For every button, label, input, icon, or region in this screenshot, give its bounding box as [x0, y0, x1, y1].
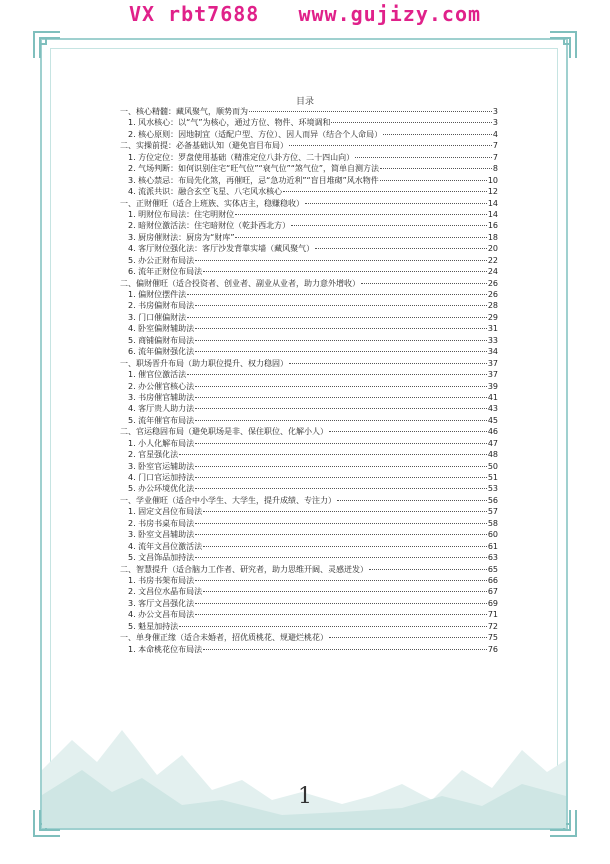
toc-dot-leader	[195, 580, 487, 581]
toc-entry-page: 33	[487, 335, 498, 345]
toc-entry[interactable]	[120, 312, 498, 323]
toc-entry-text: 5. 商铺偏财布局法	[128, 335, 195, 345]
toc-dot-leader	[195, 534, 487, 535]
toc-entry[interactable]	[120, 198, 498, 209]
toc-entry[interactable]	[120, 232, 498, 243]
toc-entry[interactable]	[120, 575, 498, 586]
toc-entry-text: 2. 书房书桌布局法	[128, 518, 195, 528]
toc-entry-page: 3	[492, 107, 498, 116]
toc-entry-page: 37	[487, 358, 498, 368]
toc-dot-leader	[187, 317, 487, 318]
toc-entry-text: 一、单身催正缘（适合未婚者，招优质桃花、规避烂桃花）	[120, 633, 328, 643]
toc-entry[interactable]	[120, 289, 498, 300]
toc-entry-page: 41	[487, 392, 498, 402]
toc-dot-leader	[380, 168, 492, 169]
toc-entry-page: 16	[487, 221, 498, 231]
toc-entry[interactable]	[120, 266, 498, 277]
toc-entry[interactable]	[120, 438, 498, 449]
toc-dot-leader	[203, 271, 487, 272]
toc-entry-page: 34	[487, 347, 498, 357]
toc-entry-text: 3. 厨房催财法：厨房为“财库”	[128, 232, 235, 242]
toc-entry-page: 29	[487, 312, 498, 322]
toc-entry-text: 5. 办公环境优化法	[128, 484, 195, 494]
toc-entry[interactable]	[120, 358, 498, 369]
toc-dot-leader	[195, 328, 487, 329]
toc-dot-leader	[203, 546, 487, 547]
toc-entry-text: 一、核心精髓：藏风聚气，顺势而为	[120, 107, 248, 116]
toc-entry-page: 50	[487, 461, 498, 471]
toc-entry-page: 26	[487, 290, 498, 299]
toc-entry-text: 二、实操前提：必备基础认知（避免盲目布局）	[120, 141, 288, 151]
toc-entry-page: 4	[492, 129, 498, 139]
toc-entry[interactable]	[120, 243, 498, 254]
toc-entry-text: 一、正财催旺（适合上班族、实体店主，稳赚稳收）	[120, 198, 304, 208]
toc-entry[interactable]	[120, 495, 498, 506]
toc-dot-leader	[195, 443, 487, 444]
toc-entry-text: 5. 魁星加持法	[128, 621, 179, 631]
toc-entry-text: 1. 偏财位摆件法	[128, 290, 187, 299]
toc-entry[interactable]	[120, 564, 498, 575]
toc-entry[interactable]	[120, 426, 498, 437]
toc-entry[interactable]	[120, 220, 498, 231]
toc-dot-leader	[195, 523, 487, 524]
toc-entry-page: 57	[487, 507, 498, 517]
toc-dot-leader	[361, 283, 487, 284]
toc-entry[interactable]	[120, 163, 498, 174]
toc-entry[interactable]	[120, 346, 498, 357]
toc-dot-leader	[179, 454, 487, 455]
toc-entry-text: 3. 书房催官辅助法	[128, 392, 195, 402]
toc-entry-text: 1. 小人化解布局法	[128, 438, 195, 448]
toc-entry-text: 4. 卧室偏财辅助法	[128, 324, 195, 334]
toc-entry-text: 2. 核心原则：因地制宜（适配户型、方位）、因人而异（结合个人命局）	[128, 129, 383, 139]
toc-entry-page: 71	[487, 610, 498, 620]
toc-entry-text: 5. 办公正财布局法	[128, 255, 195, 265]
toc-entry-page: 61	[487, 541, 498, 551]
toc-entry-text: 1. 本命桃花位布局法	[128, 644, 203, 654]
page-number: 1	[298, 784, 312, 809]
toc-entry-page: 37	[487, 370, 498, 380]
toc-entry[interactable]	[120, 483, 498, 494]
toc-dot-leader	[380, 180, 487, 181]
toc-dot-leader	[195, 557, 487, 558]
toc-entry[interactable]	[120, 609, 498, 620]
toc-entry-text: 2. 办公催官核心法	[128, 381, 195, 391]
toc-entry-page: 7	[492, 152, 498, 162]
toc-entry[interactable]	[120, 403, 498, 414]
toc-entry[interactable]	[120, 369, 498, 380]
toc-entry[interactable]	[120, 644, 498, 655]
toc-entry-page: 12	[487, 187, 498, 197]
toc-entry-text: 1. 风水核心：以“气”为核心，通过方位、物件、环境调和	[128, 118, 331, 128]
toc-entry-text: 1. 书房书架布局法	[128, 575, 195, 585]
toc-dot-leader	[289, 145, 492, 146]
toc-entry-text: 2. 暗财位激活法：住宅暗财位（乾卦西北方）	[128, 221, 291, 231]
toc-entry-page: 72	[487, 621, 498, 631]
toc-entry-text: 二、智慧提升（适合脑力工作者、研究者，助力思维开阔、灵感迸发）	[120, 564, 368, 574]
toc-entry-text: 1. 催官位激活法	[128, 370, 187, 380]
toc-entry[interactable]	[120, 472, 498, 483]
toc-dot-leader	[383, 134, 492, 135]
toc-entry-page: 7	[492, 141, 498, 151]
toc-entry-text: 4. 办公文昌布局法	[128, 610, 195, 620]
toc-dot-leader	[369, 569, 487, 570]
toc-dot-leader	[187, 294, 487, 295]
toc-entry-text: 2. 书房偏财布局法	[128, 301, 195, 311]
toc-dot-leader	[329, 637, 487, 638]
toc-entry[interactable]	[120, 255, 498, 266]
toc-dot-leader	[195, 386, 487, 387]
toc-entry[interactable]	[120, 300, 498, 311]
toc-entry[interactable]	[120, 278, 498, 289]
toc-entry-page: 10	[487, 175, 498, 185]
toc-entry-page: 60	[487, 530, 498, 540]
toc-dot-leader	[203, 649, 487, 650]
toc-dot-leader	[305, 203, 487, 204]
toc-dot-leader	[195, 614, 487, 615]
toc-entry-text: 3. 卧室文昌辅助法	[128, 530, 195, 540]
toc-entry-page: 63	[487, 553, 498, 563]
toc-entry[interactable]	[120, 506, 498, 517]
toc-entry-page: 75	[487, 633, 498, 643]
toc-dot-leader	[235, 214, 487, 215]
toc-dot-leader	[203, 591, 487, 592]
toc-entry-text: 6. 流年正财位布局法	[128, 267, 203, 277]
toc-entry[interactable]	[120, 529, 498, 540]
toc-entry[interactable]	[120, 632, 498, 643]
toc-dot-leader	[203, 511, 487, 512]
toc-entry[interactable]	[120, 541, 498, 552]
toc-entry-page: 24	[487, 267, 498, 277]
watermark-text: VX rbt7688 www.gujizy.com	[128, 2, 482, 26]
toc-entry-page: 43	[487, 404, 498, 414]
toc-entry-page: 53	[487, 484, 498, 494]
toc-entry[interactable]	[120, 586, 498, 597]
toc-dot-leader	[195, 351, 487, 352]
toc-entry-page: 58	[487, 518, 498, 528]
toc-entry[interactable]	[120, 129, 498, 140]
corner-ornament-top-right	[548, 30, 578, 60]
toc-entry-text: 4. 流派共识：融合玄空飞星、八宅风水核心	[128, 187, 283, 197]
toc-dot-leader	[329, 431, 487, 432]
toc-dot-leader	[195, 397, 487, 398]
toc-entry[interactable]	[120, 621, 498, 632]
toc-entry-page: 56	[487, 495, 498, 505]
toc-entry-page: 51	[487, 473, 498, 482]
toc-dot-leader	[283, 191, 487, 192]
toc-entry[interactable]	[120, 381, 498, 392]
toc-entry-text: 二、偏财催旺（适合投资者、创业者、副业从业者，助力意外增收）	[120, 278, 360, 288]
toc-entry-page: 69	[487, 598, 498, 608]
toc-entry-page: 31	[487, 324, 498, 334]
toc-entry-text: 6. 流年偏财强化法	[128, 347, 195, 357]
toc-entry-page: 14	[487, 209, 498, 219]
toc-entry[interactable]	[120, 415, 498, 426]
toc-entry-page: 39	[487, 381, 498, 391]
toc-dot-leader	[195, 305, 487, 306]
toc-entry-text: 5. 文昌饰品加持法	[128, 553, 195, 563]
toc-dot-leader	[289, 363, 487, 364]
toc-entry[interactable]	[120, 335, 498, 346]
table-of-contents	[120, 106, 498, 655]
toc-dot-leader	[195, 488, 487, 489]
toc-entry-text: 4. 门口官运加持法	[128, 473, 195, 482]
toc-entry-text: 一、学业催旺（适合中小学生、大学生，提升成绩、专注力）	[120, 495, 336, 505]
toc-entry-text: 3. 核心禁忌：布局先化煞，再催旺，忌“急功近利”“盲目堆砌”风水物件	[128, 175, 379, 185]
toc-entry[interactable]	[120, 461, 498, 472]
corner-ornament-top-left	[32, 30, 62, 60]
toc-entry-page: 28	[487, 301, 498, 311]
toc-entry[interactable]	[120, 449, 498, 460]
toc-entry[interactable]	[120, 209, 498, 220]
toc-entry-text: 二、官运稳固布局（避免职场是非、保住职位、化解小人）	[120, 427, 328, 437]
toc-dot-leader	[195, 260, 487, 261]
toc-dot-leader	[187, 374, 487, 375]
toc-dot-leader	[235, 237, 486, 238]
toc-entry-text: 3. 客厅文昌强化法	[128, 598, 195, 608]
toc-entry-text: 一、职场晋升布局（助力职位提升、权力稳固）	[120, 358, 288, 368]
toc-entry-page: 48	[487, 450, 498, 460]
toc-dot-leader	[195, 477, 487, 478]
toc-dot-leader	[249, 111, 492, 112]
toc-entry-text: 1. 固定文昌位布局法	[128, 507, 203, 517]
toc-entry-page: 67	[487, 587, 498, 597]
toc-entry-text: 2. 气场判断：如何识别住宅“旺气位”“衰气位”“煞气位”，简单自测方法	[128, 164, 380, 174]
toc-dot-leader	[179, 626, 487, 627]
toc-entry-text: 4. 流年文昌位激活法	[128, 541, 203, 551]
toc-entry-page: 8	[492, 164, 498, 174]
toc-entry-page: 3	[492, 118, 498, 128]
toc-entry-page: 14	[487, 198, 498, 208]
toc-entry-text: 4. 客厅财位强化法：客厅沙发背靠实墙（藏风聚气）	[128, 244, 315, 254]
toc-entry-text: 5. 流年催官布局法	[128, 415, 195, 425]
toc-entry-page: 45	[487, 415, 498, 425]
toc-dot-leader	[195, 466, 487, 467]
toc-dot-leader	[331, 122, 491, 123]
toc-entry-text: 2. 官星强化法	[128, 450, 179, 460]
toc-entry-text: 4. 客厅贵人助力法	[128, 404, 195, 414]
toc-dot-leader	[195, 340, 487, 341]
toc-entry-page: 76	[487, 644, 498, 654]
toc-entry[interactable]	[120, 518, 498, 529]
toc-entry[interactable]	[120, 323, 498, 334]
toc-entry[interactable]	[120, 106, 498, 117]
toc-entry[interactable]	[120, 598, 498, 609]
toc-dot-leader	[195, 420, 487, 421]
toc-entry[interactable]	[120, 186, 498, 197]
toc-entry[interactable]	[120, 392, 498, 403]
toc-entry-text: 1. 明财位布局法：住宅明财位	[128, 209, 235, 219]
toc-dot-leader	[195, 603, 487, 604]
toc-entry-text: 2. 文昌位水晶布局法	[128, 587, 203, 597]
toc-entry-text: 3. 卧室官运辅助法	[128, 461, 195, 471]
toc-entry-page: 20	[487, 244, 498, 254]
toc-entry[interactable]	[120, 152, 498, 163]
toc-entry-page: 47	[487, 438, 498, 448]
toc-entry[interactable]	[120, 140, 498, 151]
toc-entry[interactable]	[120, 552, 498, 563]
toc-dot-leader	[195, 408, 487, 409]
toc-dot-leader	[291, 225, 487, 226]
toc-dot-leader	[337, 500, 487, 501]
toc-entry-page: 26	[487, 278, 498, 288]
toc-entry-page: 65	[487, 564, 498, 574]
toc-entry-text: 1. 方位定位：罗盘使用基础（精准定位八卦方位、二十四山向）	[128, 152, 355, 162]
toc-dot-leader	[315, 248, 487, 249]
toc-entry-page: 18	[487, 232, 498, 242]
toc-entry[interactable]	[120, 117, 498, 128]
toc-entry[interactable]	[120, 175, 498, 186]
toc-entry-page: 66	[487, 575, 498, 585]
toc-entry-text: 3. 门口催偏财法	[128, 312, 187, 322]
toc-dot-leader	[355, 157, 492, 158]
toc-entry-page: 46	[487, 427, 498, 437]
toc-entry-page: 22	[487, 255, 498, 265]
toc-title: 目录	[295, 97, 314, 107]
